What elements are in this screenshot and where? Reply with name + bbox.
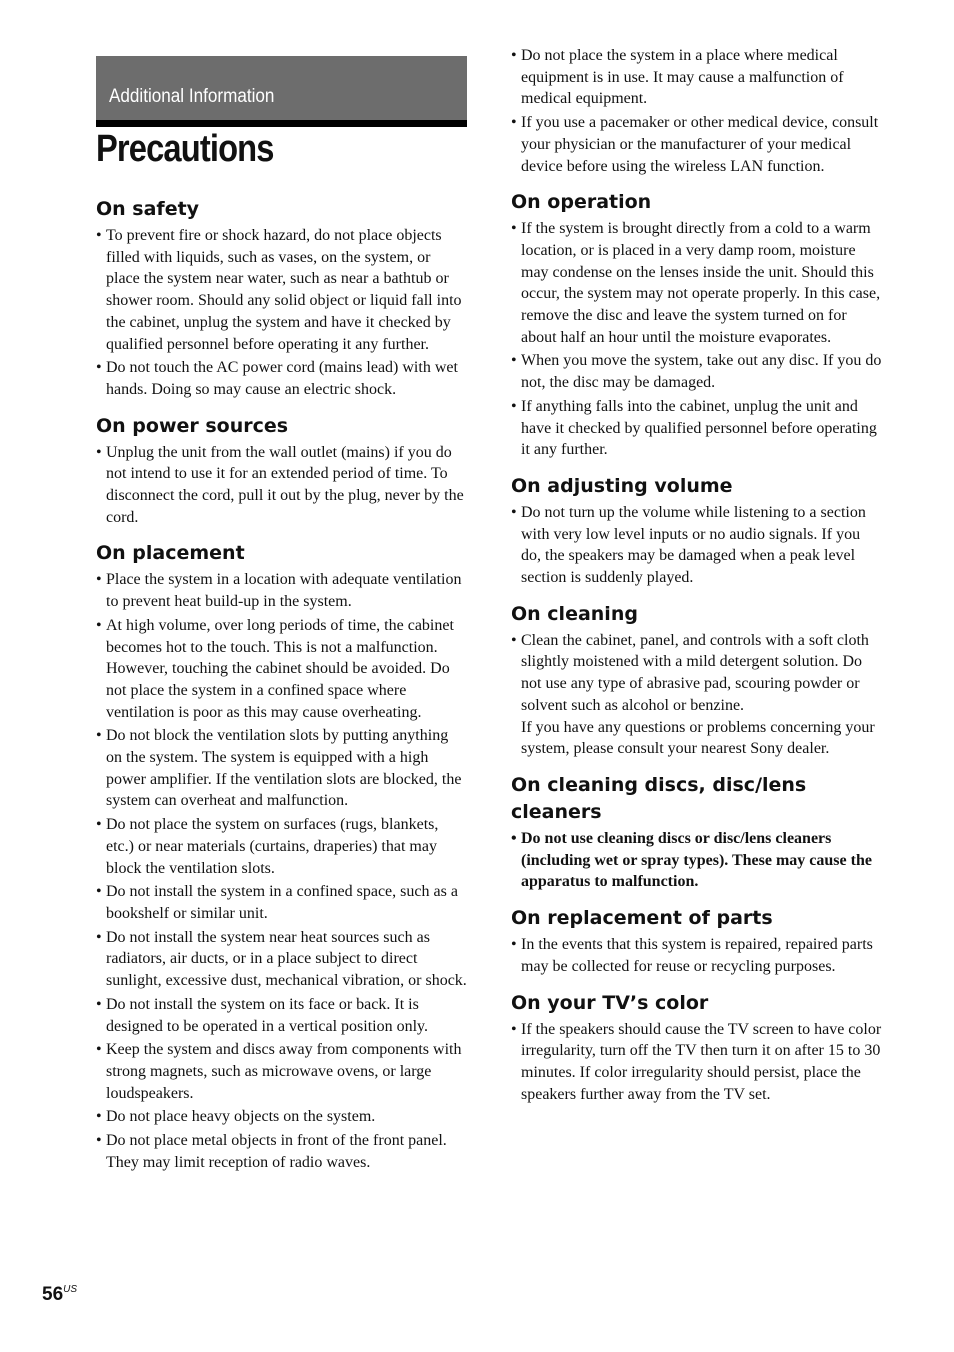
list-item: • Unplug the unit from the wall outlet (mains) if you do not intend to use it for an extended period of time. To disconnect the cord, pull it out by the plug, never by the cord. — [96, 442, 467, 529]
list-item-text: • Clean the cabinet, panel, and controls with a soft cloth slightly moistened with a mild detergent solution. Do not use any type of abrasive pad, scouring powder or solvent such as alcohol or benzine. — [521, 631, 869, 714]
list-item: • If you use a pacemaker or other medical device, consult your physician or the manufacturer of your medical device before using the wireless LAN function. — [511, 112, 883, 177]
list-item: • Keep the system and discs away from components with strong magnets, such as microwave ovens, or large loudspeakers. — [96, 1039, 467, 1104]
bullet-list — [511, 934, 883, 977]
section-heading: On placement — [96, 542, 245, 565]
list-item: • If the speakers should cause the TV screen to have color irregularity, turn off the TV then turn it on after 15 to 30 minutes. If color irregularity should persist, place the speakers further away from the TV set. — [511, 1019, 883, 1106]
section-heading: On power sources — [96, 414, 289, 437]
list-item: • Do not place metal objects in front of the front panel. They may limit reception of radio waves. — [96, 1130, 467, 1173]
bullet-list — [511, 828, 883, 893]
section-heading: On replacement of parts — [511, 907, 773, 930]
left-content — [96, 196, 467, 1185]
continued-section — [511, 45, 883, 177]
section-banner — [96, 56, 467, 127]
list-item: • Place the system in a location with adequate ventilation to prevent heat build-up in the system. — [96, 569, 467, 612]
list-item: • Do not install the system in a confined space, such as a bookshelf or similar unit. — [96, 881, 467, 924]
page-title: Precautions — [96, 128, 274, 170]
list-item: • If the system is brought directly from a cold to a warm location, or is placed in a very damp room, moisture may condense on the lenses inside the unit. Should this occur, the system may not operate properly. In this case, remove the disc and leave the system turned on for about half an hour until the moisture evaporates. — [511, 218, 883, 348]
bullet-list — [511, 218, 883, 461]
list-item: • In the events that this system is repaired, repaired parts may be collected for reuse or recycling purposes. — [511, 934, 883, 977]
list-item: • Do not install the system on its face or back. It is designed to be operated in a vertical position only. — [96, 994, 467, 1037]
section-on-power-sources — [96, 413, 467, 529]
bullet-list — [96, 225, 467, 401]
list-item: • If anything falls into the cabinet, unplug the unit and have it checked by qualified personnel before operating it any further. — [511, 396, 883, 461]
page-region: US — [63, 1284, 78, 1295]
list-item: • Do not place heavy objects on the system. — [96, 1106, 467, 1128]
list-item: • To prevent fire or shock hazard, do not place objects filled with liquids, such as vases, on the system, or place the system near water, such as near a bathtub or shower room. Should any solid object or liquid fall into the cabinet, unplug the system and have it checked by qualified personnel before operating it any further. — [96, 225, 467, 355]
bullet-list — [96, 569, 467, 1173]
list-item: • When you move the system, take out any disc. If you do not, the disc may be damaged. — [511, 350, 883, 393]
page-number-value: 56 — [42, 1284, 64, 1305]
section-heading: On cleaning — [511, 602, 638, 625]
cleaning-note: If you have any questions or problems concerning your system, please consult your nearest Sony dealer. — [521, 718, 875, 758]
section-heading: On operation — [511, 191, 652, 214]
list-item: • Do not place the system on surfaces (rugs, blankets, etc.) or near materials (curtains, draperies) that may block the ventilation slots. — [96, 814, 467, 879]
section-label: Additional Information — [109, 86, 275, 107]
list-item — [511, 630, 883, 760]
bullet-list — [511, 45, 883, 177]
list-item: • Do not turn up the volume while listening to a section with very low level inputs or no audio signals. If you do, the speakers may be damaged when a peak level section is suddenly played. — [511, 502, 883, 589]
page-number — [42, 1284, 77, 1306]
section-heading: On cleaning discs, disc/lens cleaners — [511, 773, 807, 823]
bullet-list — [511, 502, 883, 589]
list-item: • Do not use cleaning discs or disc/lens cleaners (including wet or spray types). These may cause the apparatus to malfunction. — [511, 828, 883, 893]
section-heading: On safety — [96, 198, 200, 220]
section-on-cleaning-discs-disc-lens-cleaners — [511, 772, 883, 893]
section-on-placement — [96, 540, 467, 1173]
section-on-cleaning — [511, 601, 883, 760]
section-on-safety — [96, 196, 467, 401]
bullet-list — [511, 630, 883, 760]
section-on-operation — [511, 189, 883, 461]
section-on-replacement-of-parts — [511, 905, 883, 977]
list-item: • At high volume, over long periods of time, the cabinet becomes hot to the touch. This is not a malfunction. However, touching the cabinet should be avoided. Do not place the system in a confined space where ventilation is poor as this may cause overheating. — [96, 615, 467, 724]
list-item: • Do not touch the AC power cord (mains lead) with wet hands. Doing so may cause an electric shock. — [96, 357, 467, 400]
section-heading: On adjusting volume — [511, 474, 733, 497]
right-content — [511, 45, 883, 1117]
list-item: • Do not place the system in a place where medical equipment is in use. It may cause a malfunction of medical equipment. — [511, 45, 883, 110]
list-item: • Do not block the ventilation slots by putting anything on the system. The system is equipped with a high power amplifier. If the ventilation slots are blocked, the system can overheat and malfunction. — [96, 725, 467, 812]
bullet-list — [511, 1019, 883, 1106]
section-on-your-tv-s-color — [511, 990, 883, 1106]
bullet-list — [96, 442, 467, 529]
list-item: • Do not install the system near heat sources such as radiators, air ducts, or in a place subject to direct sunlight, excessive dust, mechanical vibration, or shock. — [96, 927, 467, 992]
section-heading: On your TV’s color — [511, 991, 709, 1014]
section-on-adjusting-volume — [511, 473, 883, 589]
